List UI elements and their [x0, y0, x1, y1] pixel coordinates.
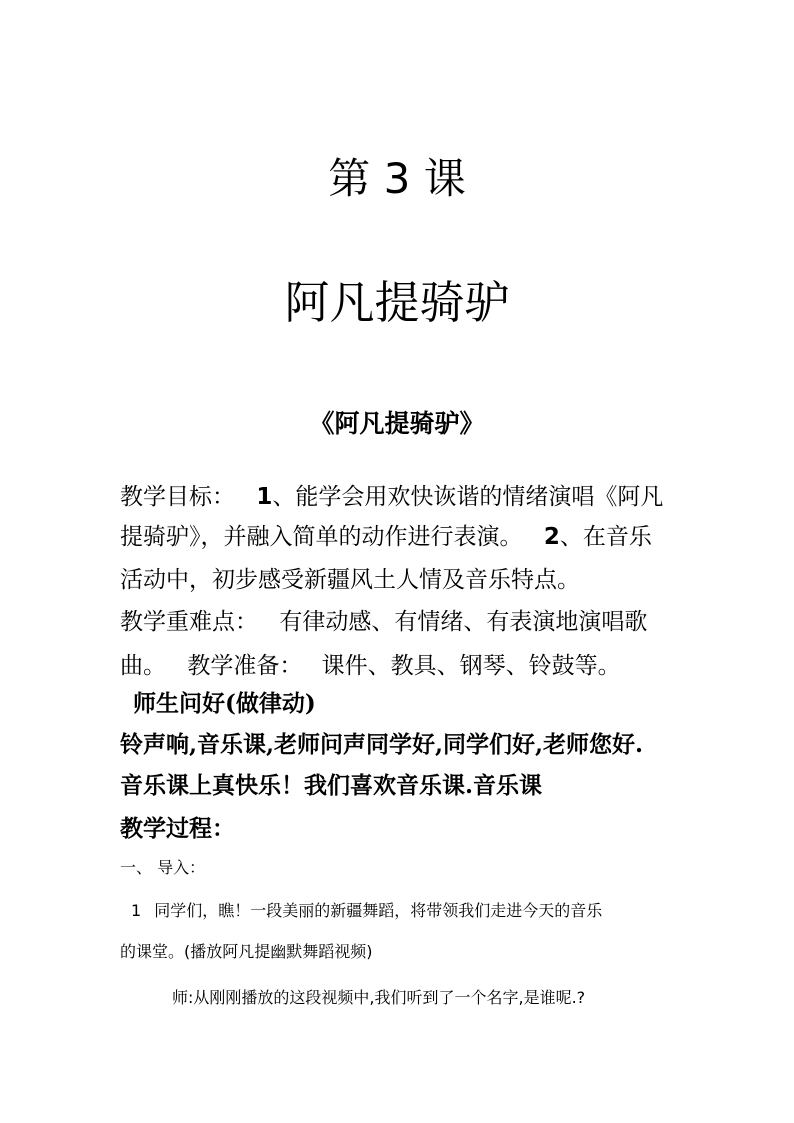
section-intro: 一、 导入：: [120, 858, 206, 877]
lesson-title: 阿凡提骑驴: [284, 276, 510, 329]
teacher-line: 师:从刚刚播放的这段视频中,我们听到了一个名字,是谁呢.?: [172, 988, 586, 1007]
process-heading: 教学过程：: [120, 815, 235, 842]
step-1-number: 1: [131, 901, 142, 920]
step-1-text-a: 同学们，瞧！一段美丽的新疆舞蹈，将带领我们走进今天的音乐: [154, 901, 603, 920]
objective-text-2a: 、在音乐: [559, 524, 652, 550]
greeting-heading: 师生问好(做律动): [133, 690, 316, 717]
objective-text-1b: 提骑驴》，并融入简单的动作进行表演。: [120, 524, 523, 550]
objectives-line-1: [120, 478, 663, 511]
lesson-number: 第 3 课: [328, 154, 466, 203]
greeting-line-2: 音乐课上真快乐！我们喜欢音乐课.音乐课: [120, 772, 543, 799]
key-points-text-a: 有律动感、有情绪、有表演地演唱歌: [279, 609, 648, 635]
objectives-line-3: 活动中，初步感受新疆风土人情及音乐特点。: [120, 567, 580, 593]
key-points-line-2: [120, 647, 621, 680]
objective-text-1a: 、能学会用欢快诙谐的情绪演唱《阿凡: [272, 484, 664, 510]
greeting-line-1: 铃声响,音乐课,老师问声同学好,同学们好,老师您好.: [120, 731, 644, 758]
objectives-line-2: [120, 518, 652, 551]
preparation-label: 教学准备：: [187, 653, 303, 679]
song-title: 《阿凡提骑驴》: [309, 409, 485, 438]
step-1-line-2: 的课堂。(播放阿凡提幽默舞蹈视频): [120, 942, 373, 961]
key-points-text-b: 曲。: [120, 653, 166, 679]
step-1-line-1: [131, 898, 602, 921]
key-points-label: 教学重难点：: [120, 609, 258, 635]
objective-number-1: 1: [256, 484, 273, 510]
objectives-label: 教学目标：: [120, 484, 235, 510]
objective-number-2: 2: [543, 524, 560, 550]
key-points-line-1: [120, 603, 647, 636]
preparation-text: 课件、教具、钢琴、铃鼓等。: [321, 653, 621, 679]
